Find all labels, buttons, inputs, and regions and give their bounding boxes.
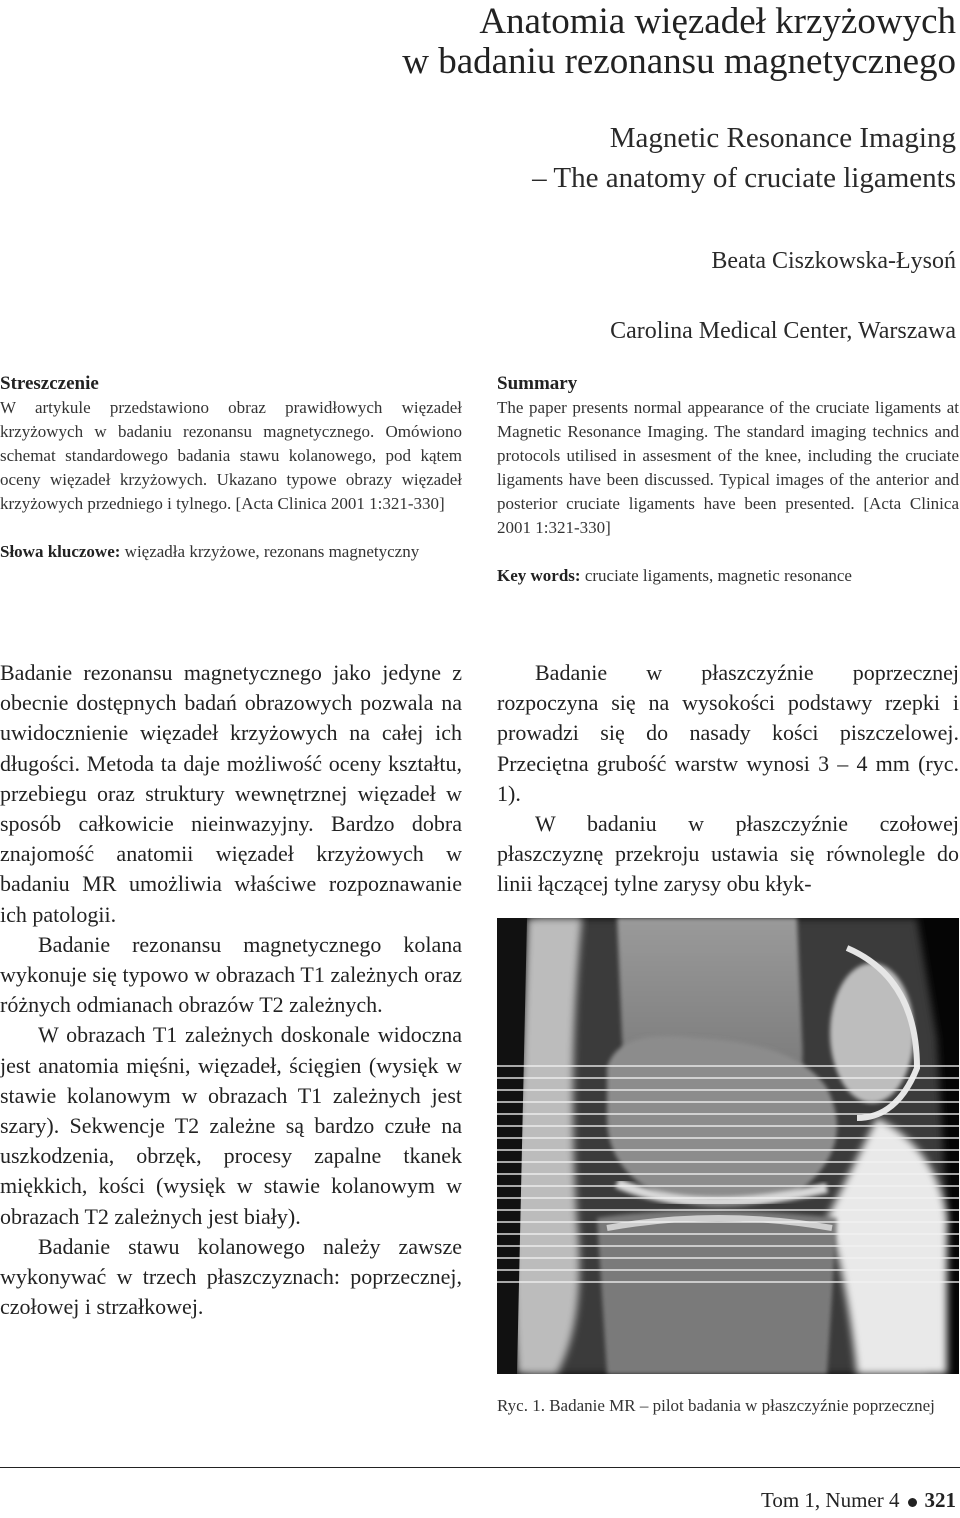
article-title-line2: w badaniu rezonansu magnetycznego (402, 41, 956, 82)
body-paragraph: W obrazach T1 zależnych doskonale widoczna jest anatomia mięśni, więzadeł, ścięgien (wysięk w stawie kolanowym w obrazach T1 zależnych jest szary). Sekwencje T2 zależne są bardzo czułe na uszkodzenia, obrzęk, procesy zapalne tkanek miękkich, kości (wysięk w stawie kolanowym w obrazach T2 zależnych jest biały). (0, 1022, 462, 1229)
footer-rule (0, 1467, 960, 1468)
keywords-english-text: cruciate ligaments, magnetic resonance (584, 566, 852, 585)
body-paragraph: Badanie rezonansu magnetycznego kolana wykonuje się typowo w obrazach T1 zależnych oraz różnych odmianach obrazów T2 zależnych. (0, 931, 462, 1018)
article-subtitle-line1: Magnetic Resonance Imaging (609, 122, 956, 154)
body-paragraph: W badaniu w płaszczyźnie czołowej płaszczyznę przekroju ustawia się równolegle do linii łączącej tylne zarysy obu kłyk- (497, 811, 959, 897)
journal-volume: Tom 1, Numer 4 (760, 1488, 900, 1512)
bullet-icon (908, 1498, 917, 1507)
body-right-column (497, 658, 959, 900)
abstract-english (497, 372, 959, 588)
abstract-english-heading: Summary (497, 373, 578, 394)
keywords-polish-label: Słowa kluczowe: (0, 542, 121, 561)
abstract-polish (0, 372, 462, 564)
figure-caption: Ryc. 1. Badanie MR – pilot badania w płaszczyźnie poprzecznej (497, 1396, 935, 1415)
abstract-polish-text: W artykule przedstawiono obraz prawidłowych więzadeł krzyżowych w badaniu rezonansu magnetycznego. Omówiono schemat standardowego badania stawu kolanowego, pod kątem oceny więzadeł krzyżowych. Ukazano typowe obrazy więzadeł krzyżowych przedniego i tylnego. [Acta Clinica 2001 1:321-330] (0, 398, 462, 513)
article-title-line1: Anatomia więzadeł krzyżowych (479, 1, 956, 42)
author-affiliation: Carolina Medical Center, Warszawa (610, 318, 956, 344)
page-number: 321 (924, 1488, 956, 1512)
abstract-polish-heading: Streszczenie (0, 373, 99, 394)
article-subtitle-line2: – The anatomy of cruciate ligaments (532, 162, 956, 194)
body-left-column (0, 658, 462, 1322)
article-title (402, 2, 956, 82)
author-name: Beata Ciszkowska-Łysoń (711, 248, 956, 274)
article-subtitle (532, 118, 956, 198)
keywords-english (497, 564, 959, 588)
body-paragraph: Badanie stawu kolanowego należy zawsze wykonywać w trzech płaszczyznach: poprzecznej, czołowej i strzałkowej. (0, 1233, 462, 1320)
body-paragraph: Badanie rezonansu magnetycznego jako jedyne z obecnie dostępnych badań obrazowych pozwala na uwidocznienie więzadeł krzyżowych na całej ich długości. Metoda ta daje możliwość oceny kształtu, przebiegu oraz struktury wewnętrznej więzadeł w sposób całkowicie nieinwazyjny. Bardzo dobra znajomość anatomii więzadeł krzyżowych w badaniu MR umożliwia właściwe rozpoznawanie ich patologii. (0, 660, 462, 927)
keywords-english-label: Key words: (497, 566, 581, 585)
body-paragraph: Badanie w płaszczyźnie poprzecznej rozpoczyna się na wysokości podstawy rzepki i prowadzi się do nasady kości piszczelowej. Przeciętna grubość warstw wynosi 3 – 4 mm (ryc. 1). (497, 660, 959, 806)
mri-knee-image (497, 918, 959, 1374)
mri-figure (497, 918, 959, 1374)
keywords-polish (0, 540, 462, 564)
keywords-polish-text: więzadła krzyżowe, rezonans magnetyczny (124, 542, 420, 561)
abstract-english-text: The paper presents normal appearance of the cruciate ligaments at Magnetic Resonance Imaging. The standard imaging technics and protocols utilised in assesment of the knee, including the cruciate ligaments have been discussed. Typical images of the anterior and posterior cruciate ligaments have been presented. [Acta Clinica 2001 1:321-330] (497, 398, 959, 537)
page-footer (761, 1488, 956, 1513)
